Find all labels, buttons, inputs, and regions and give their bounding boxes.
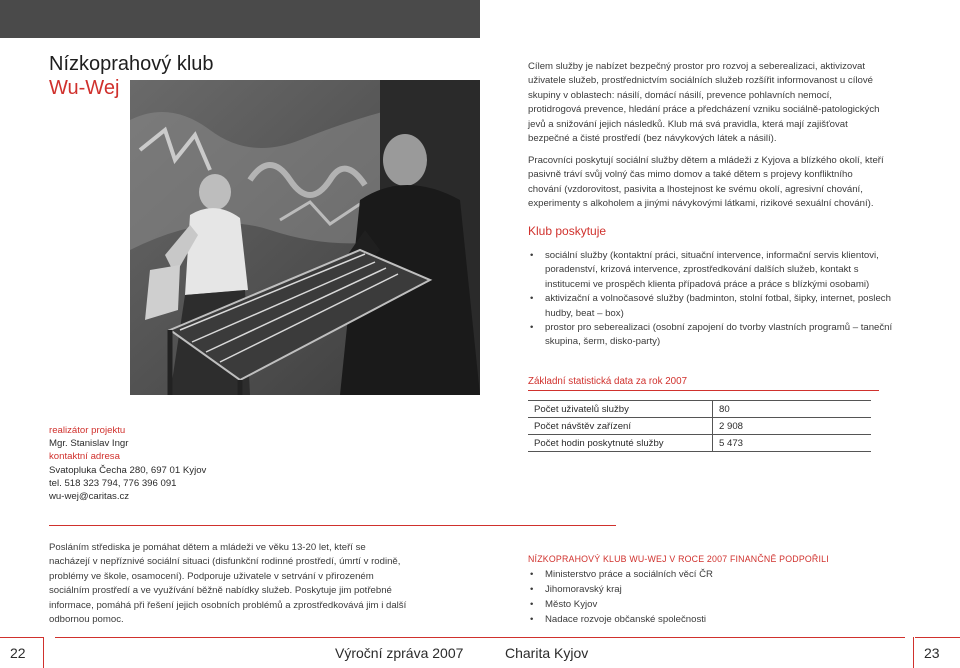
section-divider xyxy=(49,525,616,526)
list-item xyxy=(528,249,898,292)
stat-label: Počet hodin poskytnuté služby xyxy=(528,435,713,452)
realizer-label: realizátor projektu xyxy=(49,425,126,436)
realizer-name: Mgr. Stanislav Ingr xyxy=(49,438,129,450)
phone: tel. 518 323 794, 776 396 091 xyxy=(49,477,177,489)
footer-tick xyxy=(43,637,44,668)
services-list xyxy=(528,249,898,350)
club-photo xyxy=(130,80,480,395)
top-photo-band xyxy=(0,0,480,38)
stat-value: 2 908 xyxy=(713,418,872,435)
list-item xyxy=(528,292,898,321)
page-number-right: 23 xyxy=(924,645,940,661)
table-row xyxy=(528,418,871,435)
stats-heading: Základní statistická data za rok 2007 xyxy=(528,376,688,387)
footer-tick xyxy=(913,637,914,668)
footer-rule xyxy=(915,637,960,638)
list-item-text: Ministerstvo práce a sociálních věcí ČR xyxy=(545,569,713,580)
bullet-icon: • xyxy=(530,569,534,580)
workers-paragraph: Pracovníci poskytují sociální služby dětem a mládeži z Kyjova a blízkého okolí, kteří pasivně tráví svůj volný čas mimo domov a také dětem s projevy konfliktního chování (vzdorovitost, pasivita a lhostejnost ke svému okolí, agresivní chování, experimenty s alkoholem a jinými návykovými látkami, rizikové sexuální chování). xyxy=(528,155,884,210)
list-item-text: Město Kyjov xyxy=(545,599,598,610)
page-number-left: 22 xyxy=(10,645,26,661)
list-item xyxy=(528,597,713,612)
list-item xyxy=(528,612,713,627)
bullet-icon: • xyxy=(530,599,534,610)
supporters-heading: NÍZKOPRAHOVÝ KLUB WU-WEJ V ROCE 2007 FINANČNĚ PODPOŘILI xyxy=(528,554,829,564)
report-title: Výroční zpráva 2007 xyxy=(335,645,464,661)
intro-paragraph: Cílem služby je nabízet bezpečný prostor pro rozvoj a seberealizaci, aktivizovat uživatele služeb, prostřednictvím sociálních služeb rozšířit informovanost u cílové skupiny v oblastech: násilí, domácí násilí, prevence pohlavních nemocí, protidrogová prevence, hledání práce a předcházení vzniku sociálně-patologických jevů a snižování jejich následků. Klub má svá pravidla, která mají zajišťovat bezpečné a čisté prostředí (bez návykových látek a násilí). xyxy=(528,61,880,145)
stats-divider xyxy=(528,390,879,391)
address-label: kontaktní adresa xyxy=(49,451,120,463)
list-item-text: sociální služby (kontaktní práci, situační intervence, informační servis klientovi, poradenství, krizová intervence, zprostředkování dalších služeb, kontakt s institucemi ve prospěch klienta případová práce a práce s blízkými osobami) xyxy=(545,250,879,290)
list-item-text: prostor pro seberealizaci (osobní zapojení do tvorby vlastních programů – taneční skupina, šerm, disko-party) xyxy=(545,322,893,348)
stat-label: Počet uživatelů služby xyxy=(528,401,713,418)
list-item xyxy=(528,321,898,350)
list-item xyxy=(528,567,713,582)
bullet-icon: • xyxy=(530,584,534,595)
bullet-icon: • xyxy=(530,250,534,261)
footer-rule xyxy=(0,637,43,638)
bullet-icon: • xyxy=(530,614,534,625)
bullet-icon: • xyxy=(530,293,534,305)
organization-name: Charita Kyjov xyxy=(505,645,589,661)
stat-value: 5 473 xyxy=(713,435,872,452)
mission-paragraph: Posláním střediska je pomáhat dětem a mládeži ve věku 13-20 let, kteří se nacházejí v nepříznivé sociální situaci (disfunkční rodinné prostředí, úmrtí v rodině, problémy ve škole, osamocení). Podporuje uživatele v setrvání v přirozeném sociálním prostředí a ve využívání běžně nabídky služeb. Poskytuje jim potřebné informace, pomáhá při řešení jejich osobních problémů a zprostředkovává jim i další odbornou pomoc. xyxy=(49,542,407,626)
supporters-list xyxy=(528,567,713,627)
email: wu-wej@caritas.cz xyxy=(49,491,130,503)
list-item xyxy=(528,582,713,597)
title-line-1: Nízkoprahový klub xyxy=(49,53,214,75)
photo-illustration xyxy=(130,80,480,395)
stats-table xyxy=(528,400,871,452)
list-item-text: aktivizační a volnočasové služby (badminton, stolní fotbal, šipky, internet, poslech hudby, beat – box) xyxy=(545,293,891,319)
list-item-text: Jihomoravský kraj xyxy=(545,584,622,595)
contact-block xyxy=(49,424,206,503)
address: Svatopluka Čecha 280, 697 01 Kyjov xyxy=(49,464,207,476)
bullet-icon: • xyxy=(530,322,534,334)
footer-rule xyxy=(55,637,905,638)
stat-label: Počet návštěv zařízení xyxy=(528,418,713,435)
title-line-2: Wu-Wej xyxy=(49,77,120,99)
services-heading: Klub poskytuje xyxy=(528,224,607,238)
table-row xyxy=(528,401,871,418)
list-item-text: Nadace rozvoje občanské společnosti xyxy=(545,614,707,625)
table-row xyxy=(528,435,871,452)
stat-value: 80 xyxy=(713,401,872,418)
